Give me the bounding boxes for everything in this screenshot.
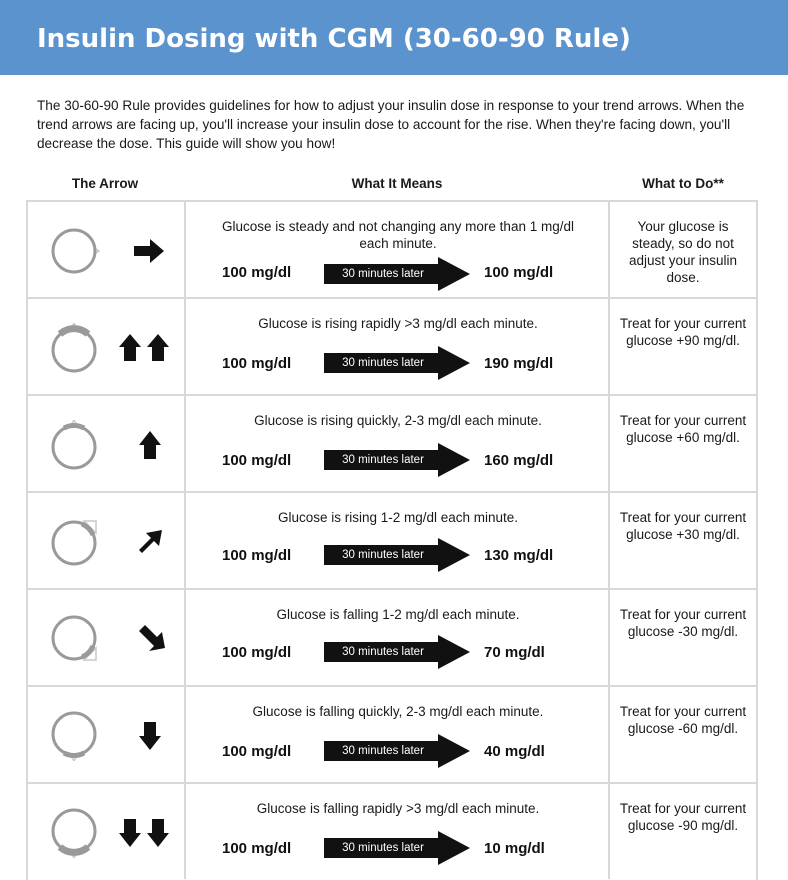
glucose-to: 100 mg/dl [484, 264, 554, 281]
up-arrow-icon [118, 428, 178, 462]
dosing-table [26, 200, 758, 880]
meaning-text: Glucose is falling quickly, 2-3 mg/dl each minute. [252, 704, 544, 719]
meaning-text: Glucose is rising quickly, 2-3 mg/dl each minute. [254, 413, 542, 428]
meaning-text: Glucose is steady and not changing any more than 1 mg/dl each minute. [222, 219, 574, 251]
todo-text: Treat for your current glucose +30 mg/dl. [619, 510, 747, 542]
glucose-from: 100 mg/dl [222, 644, 292, 661]
todo-text: Your glucose is steady, so do not adjust your insulin dose. [628, 219, 738, 285]
double-up-arrow-icon [118, 331, 178, 365]
table-row [28, 491, 756, 588]
glucose-to: 130 mg/dl [484, 547, 554, 564]
todo-cell [610, 299, 756, 394]
time-arrow-head [438, 257, 470, 291]
glucose-to: 10 mg/dl [484, 840, 545, 857]
time-arrow-head [438, 443, 470, 477]
time-arrow [324, 346, 470, 380]
sensor-ring-up-right-icon [50, 517, 100, 567]
down-arrow-icon [118, 719, 178, 753]
sensor-ring-up-icon [50, 323, 100, 373]
meaning-text: Glucose is rising rapidly >3 mg/dl each minute. [258, 316, 538, 331]
arrow-cell [28, 784, 186, 879]
meaning-text: Glucose is falling rapidly >3 mg/dl each minute. [256, 801, 540, 816]
todo-cell [610, 590, 756, 685]
double-down-arrow-icon [118, 816, 178, 850]
arrow-cell [28, 396, 186, 491]
glucose-to: 70 mg/dl [484, 644, 545, 661]
glucose-from: 100 mg/dl [222, 743, 292, 760]
glucose-to: 160 mg/dl [484, 452, 554, 469]
means-cell [186, 396, 610, 491]
arrow-cell [28, 687, 186, 782]
time-arrow-head [438, 346, 470, 380]
todo-cell [610, 396, 756, 491]
time-arrow-head [438, 734, 470, 768]
time-arrow [324, 257, 470, 291]
glucose-from: 100 mg/dl [222, 355, 292, 372]
table-row [28, 782, 756, 879]
todo-text: Treat for your current glucose -60 mg/dl. [619, 704, 747, 736]
todo-text: Treat for your current glucose +60 mg/dl. [619, 413, 747, 445]
arrow-cell [28, 493, 186, 588]
arrow-cell [28, 202, 186, 297]
todo-cell [610, 687, 756, 782]
table-row [28, 200, 756, 297]
column-header-arrow: The Arrow [71, 176, 139, 191]
todo-cell [610, 493, 756, 588]
right-arrow-icon [118, 234, 178, 268]
sensor-ring-down-icon [50, 808, 100, 858]
glucose-to: 190 mg/dl [484, 355, 554, 372]
means-cell [186, 493, 610, 588]
means-cell [186, 299, 610, 394]
means-cell [186, 784, 610, 879]
time-arrow [324, 635, 470, 669]
column-header-todo: What to Do** [642, 176, 724, 191]
glucose-from: 100 mg/dl [222, 840, 292, 857]
time-arrow-label: 30 minutes later [324, 838, 440, 858]
glucose-from: 100 mg/dl [222, 452, 292, 469]
header-banner [0, 0, 788, 75]
page-title: Insulin Dosing with CGM (30-60-90 Rule) [37, 24, 631, 54]
table-row [28, 588, 756, 685]
means-cell [186, 590, 610, 685]
table-row [28, 394, 756, 491]
todo-cell [610, 202, 756, 297]
time-arrow-label: 30 minutes later [324, 642, 440, 662]
time-arrow-label: 30 minutes later [324, 264, 440, 284]
glucose-from: 100 mg/dl [222, 547, 292, 564]
todo-text: Treat for your current glucose -30 mg/dl. [619, 607, 747, 639]
time-arrow [324, 831, 470, 865]
todo-cell [610, 784, 756, 879]
meaning-text: Glucose is rising 1-2 mg/dl each minute. [277, 510, 519, 525]
down-right-arrow-icon [118, 622, 178, 656]
time-arrow-head [438, 831, 470, 865]
up-right-arrow-icon [118, 525, 178, 559]
table-row [28, 685, 756, 782]
time-arrow-label: 30 minutes later [324, 545, 440, 565]
time-arrow-head [438, 538, 470, 572]
todo-text: Treat for your current glucose +90 mg/dl. [619, 316, 747, 348]
table-row [28, 297, 756, 394]
time-arrow-head [438, 635, 470, 669]
intro-paragraph: The 30-60-90 Rule provides guidelines for how to adjust your insulin dose in response to your trend arrows. When the trend arrows are facing up, you'll increase your insulin dose to account for the rise. When they're facing down, you'll decrease the dose. This guide will show you how! [37, 98, 745, 151]
todo-text: Treat for your current glucose -90 mg/dl. [619, 801, 747, 833]
sensor-ring-down-right-icon [50, 614, 100, 664]
time-arrow-label: 30 minutes later [324, 450, 440, 470]
column-header-means: What It Means [351, 176, 443, 191]
time-arrow-label: 30 minutes later [324, 741, 440, 761]
glucose-to: 40 mg/dl [484, 743, 545, 760]
arrow-cell [28, 299, 186, 394]
time-arrow-label: 30 minutes later [324, 353, 440, 373]
meaning-text: Glucose is falling 1-2 mg/dl each minute. [276, 607, 520, 622]
time-arrow [324, 734, 470, 768]
sensor-ring-right-icon [50, 226, 100, 276]
means-cell [186, 687, 610, 782]
glucose-from: 100 mg/dl [222, 264, 292, 281]
time-arrow [324, 443, 470, 477]
time-arrow [324, 538, 470, 572]
sensor-ring-down-icon [50, 711, 100, 761]
arrow-cell [28, 590, 186, 685]
sensor-ring-up-icon [50, 420, 100, 470]
means-cell [186, 202, 610, 297]
